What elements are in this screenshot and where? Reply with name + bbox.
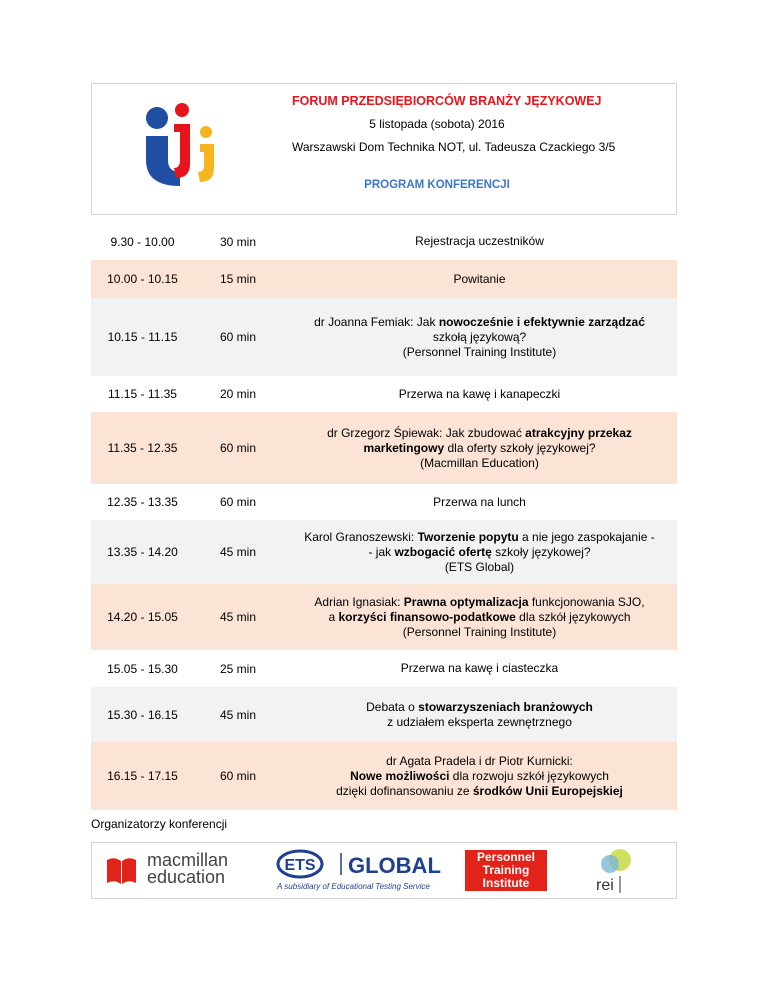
conference-header: [91, 83, 677, 215]
ets-global-logo: [275, 849, 445, 893]
row-time: 13.35 - 14.20: [107, 545, 178, 559]
row-time: 11.35 - 12.35: [107, 441, 178, 455]
table-row: [91, 484, 677, 520]
forum-logo-icon: [144, 102, 224, 186]
conference-date: 5 listopada (sobota) 2016: [369, 117, 505, 131]
macmillan-line-2: education: [147, 867, 226, 887]
conference-venue: Warszawski Dom Technika NOT, ul. Tadeusza Czackiego 3/5: [292, 140, 616, 154]
rei-logo: [590, 846, 640, 896]
rei-icon: [590, 846, 640, 896]
row-time: 12.35 - 13.35: [107, 495, 178, 509]
row-event: Powitanie: [453, 271, 506, 286]
row-event: Przerwa na kawę i ciasteczka: [400, 661, 559, 675]
row-event: Adrian Ignasiak: Prawna optymalizacja funkcjonowania SJO, a korzyści finansowo-podatkowe dla szkół językowych (Personnel Training Institute): [314, 594, 645, 639]
table-row: [91, 298, 677, 376]
row-event: Rejestracja uczestników: [415, 234, 544, 248]
row-duration: 25 min: [219, 661, 257, 676]
table-row: [91, 412, 677, 484]
table-row: [91, 687, 677, 742]
personnel-training-institute-logo: Personnel Training Institute: [465, 850, 547, 891]
row-event: Karol Granoszewski: Tworzenie popytu a nie jego zaspokajanie - - jak wzbogacić ofertę szkoły językowej? (ETS Global): [304, 529, 655, 574]
organizers-label: Organizatorzy konferencji: [91, 817, 228, 831]
conference-title: FORUM PRZEDSIĘBIORCÓW BRANŻY JĘZYKOWEJ: [292, 94, 602, 108]
row-time: 9.30 - 10.00: [110, 234, 175, 249]
table-row: [91, 584, 677, 650]
row-duration: 60 min: [219, 769, 257, 783]
row-duration: 60 min: [219, 441, 257, 455]
row-duration: 60 min: [219, 495, 257, 509]
row-duration: 20 min: [219, 387, 257, 401]
row-time: 14.20 - 15.05: [107, 610, 178, 624]
svg-text:ETS: ETS: [284, 857, 316, 874]
svg-text:GLOBAL: GLOBAL: [348, 853, 441, 878]
table-row: [91, 260, 677, 298]
organizers-logos: [91, 842, 677, 899]
macmillan-line-1: macmillan: [147, 850, 229, 870]
table-row: [91, 223, 677, 260]
row-event: dr Agata Pradela i dr Piotr Kurnicki: Nowe możliwości dla rozwoju szkół językowych dzięki dofinansowaniu ze środków Unii Europejskiej: [336, 753, 623, 798]
row-event: dr Joanna Femiak: Jak nowocześnie i efektywnie zarządzać szkołą językową? (Personnel Training Institute): [314, 314, 645, 359]
row-duration: 45 min: [219, 610, 257, 624]
row-duration: 45 min: [219, 707, 257, 722]
macmillan-bookmark-icon: [105, 854, 139, 888]
row-duration: 45 min: [219, 545, 257, 559]
table-row: [91, 650, 677, 687]
row-event: Przerwa na kawę i kanapeczki: [398, 386, 561, 401]
table-row: [91, 376, 677, 412]
svg-text:A subsidiary of Educational Te: A subsidiary of Educational Testing Service: [277, 882, 430, 891]
row-duration: 60 min: [219, 330, 257, 344]
table-row: [91, 520, 677, 584]
row-time: 16.15 - 17.15: [107, 769, 178, 783]
row-duration: 15 min: [219, 272, 257, 286]
row-time: 15.05 - 15.30: [107, 661, 178, 676]
svg-text:rei: rei: [596, 877, 614, 894]
row-time: 15.30 - 16.15: [107, 707, 178, 722]
row-event: Debata o stowarzyszeniach branżowych z udziałem eksperta zewnętrznego: [366, 699, 593, 729]
row-time: 11.15 - 11.35: [108, 387, 177, 401]
program-heading: PROGRAM KONFERENCJI: [364, 179, 510, 191]
row-event: dr Grzegorz Śpiewak: Jak zbudować atrakcyjny przekaz marketingowy dla oferty szkoły językowej? (Macmillan Education): [327, 425, 632, 470]
row-time: 10.00 - 10.15: [107, 272, 178, 286]
row-event: Przerwa na lunch: [433, 494, 526, 509]
table-row: [91, 742, 677, 810]
ets-global-icon: [275, 849, 445, 893]
row-duration: 30 min: [219, 234, 257, 249]
macmillan-logo: [105, 851, 265, 891]
row-time: 10.15 - 11.15: [107, 330, 178, 344]
